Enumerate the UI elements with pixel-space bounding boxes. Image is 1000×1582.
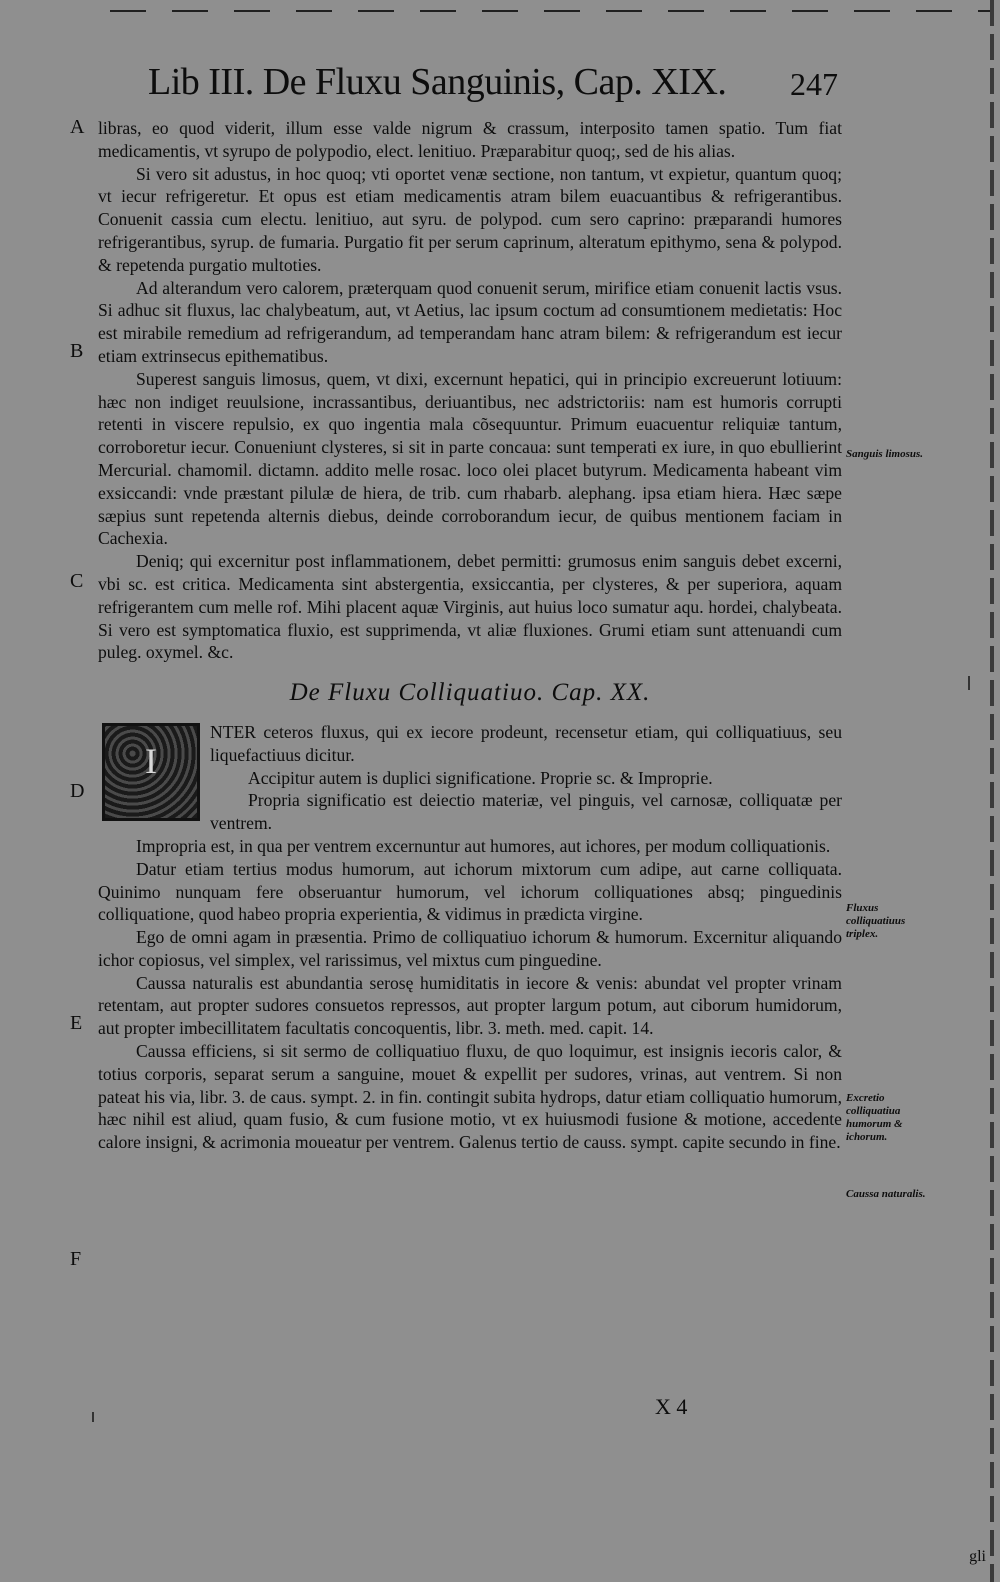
page-edge [990,0,994,1582]
paragraph: Ad alterandum vero calorem, præterquam quod conuenit serum, mirifice etiam conuenit lactis vsus. Si adhuc sit fluxus, lac chalybeatum, aut, vt Aetius, lac ipsum coctum ad consumtionem medietatis: Hoc est mirabile remedium ad refrigerandum, ad temperandam hanc atram bilem: & refrigerandum est iecur etiam extrinsecus epithematibus. [98,277,842,366]
initial-letter: I [145,740,157,781]
chapter-opening [98,721,842,835]
running-head: Lib III. De Fluxu Sanguinis, Cap. XIX. [148,61,727,103]
margin-marker-e: E [70,1012,83,1034]
page-header [148,60,838,116]
paragraph: Datur etiam tertius modus humorum, aut ichorum mixtorum cum adipe, aut carne colliquata. Quinimo nunquam fere obseruantur humorum, vel ichorum colliquationes absq; pinguedinis colliquatione, quod habeo propria experientia, & vidimus in prædicta virgine. [98,858,842,925]
paragraph: Accipitur autem is duplici significatione. Proprie sc. & Improprie. [248,767,713,788]
margin-marker-c: C [70,570,84,592]
paragraph: NTER ceteros fluxus, qui ex iecore prodeunt, recensetur etiam, qui colliquatiuus, seu liquefactiuus dicitur. [210,721,842,765]
paragraph: Propria significatio est deiectio materiæ, vel pinguis, vel carnosæ, colliquatæ per ventrem. [210,790,842,834]
side-note: Caussa naturalis. [846,1188,926,1200]
side-note: Sanguis limosus. [846,448,924,460]
paragraph: Superest sanguis limosus, quem, vt dixi, excernunt hepatici, qui in principio excreuerunt lotiuum: hæc non indiget reuulsione, incrassantibus, deriuantibus, nec adstrictoriis: nam est humoris corrupti retenti in viscere repulsio, ex quo ingentia mala cõsequuntur. Primum euacuentur reliquiæ tantum, corroboretur iecur. Conueniunt clysteres, si sit in parte concaua: sunt temperati ex iure, in quo ebullierint Mercurial. chamomil. dictamn. addito melle rosac. loco olei placet butyrum. Medicamenta habeant vim exsiccandi: vnde præstant pilulæ de hiera, de trib. cum rhabarb. alephang. ipsa etiam hiera. Hæc sæpe sæpius sunt repetenda alternis diebus, deinde corroborandum iecur, de quibus mentionem faciam in Cachexia. [98,368,842,549]
paragraph: Deniq; qui excernitur post inflammationem, debet permitti: grumosus enim sanguis debet excerni, vbi sc. est critica. Medicamenta sint abstergentia, exsiccantia, per clysteres, & per superiora, aquam refrigerantem cum melle rof. Mihi placent aquæ Virginis, aut huius loco sumatur aqu. hordei, chalybeata. Si vero est symptomatica fluxio, est supprimenda, vt aliæ fluxiones. Grumi etiam sunt attenuandi cum puleg. oxymel. &c. [98,551,842,663]
corner-mark: gli [969,1548,986,1565]
signature-mark: X 4 [655,1394,688,1419]
margin-tick [92,1412,94,1422]
page-body [98,117,842,1154]
paragraph: Caussa efficiens, si sit sermo de colliquatiuo fluxu, de quo loquimur, est insignis iecoris calor, & totius corporis, separat serum a sanguine, mouet & expellit per sudores, vrinas, aut ventrem. Si non pateat his via, libr. 3. de caus. sympt. 2. in fin. contingit subita hydrops, datur etiam colliquatio humorum, hæc nihil est aliud, quam fusio, & cum fusione motio, vt ex huiusmodi fusione & motione, accedente calore insigni, & acrimonia moueatur per ventrem. Galenus tertio de causs. sympt. capite secundo in fine. [98,1041,842,1153]
paragraph: libras, eo quod viderit, illum esse valde nigrum & crassum, interposito tamen spatio. Tum fiat medicamentis, vt syrupo de polypodio, elect. lenitiuo. Præparabitur quoq;, sed de his alias. [98,118,842,161]
decorated-initial [102,723,200,821]
paragraph: Caussa naturalis est abundantia serosę humiditatis in iecore & venis: abundat vel propter vrinam retentam, aut propter sudores consuetos repressos, aut propter largum potum, aut ciborum humidorum, aut propter imbecillitatem facultatis concoquentis, libr. 3. meth. med. capit. 14. [98,972,842,1039]
margin-marker-a: A [70,116,85,138]
paragraph: Ego de omni agam in præsentia. Primo de colliquatiuo ichorum & humorum. Excernitur aliquando ichor copiosus, vel simplex, vel rarissimus, vel mixtus cum pinguedine. [98,927,842,970]
margin-marker-b: B [70,340,84,362]
top-rule [110,10,990,12]
margin-tick [968,676,970,690]
paragraph: Si vero sit adustus, in hoc quoq; vti oportet venæ sectione, non tantum, vt expietur, quantum quoq; vt iecur refrigeretur. Et opus est etiam medicamentis atram bilem euacuantibus & refrigerantibus. Conuenit cassia cum electu. lenitiuo, aut syru. de polypod. cum sero caprino: præparandi humores refrigerantibus, syrup. de fumaria. Purgatio fit per serum caprinum, alteratum epithymo, sena & polypod. & repetenda purgatio multoties. [98,163,842,275]
chapter-title: De Fluxu Colliquatiuo. Cap. XX. [289,679,651,707]
margin-marker-f: F [70,1248,82,1270]
paragraph: Impropria est, in qua per ventrem excernuntur aut humores, aut ichores, per modum colliquationis. [136,835,831,856]
side-note: Excretio colliquatiua humorum & ichorum. [846,1092,903,1143]
margin-marker-d: D [70,780,85,802]
folio-number: 247 [790,66,838,102]
side-note: Fluxus colliquatiuus triplex. [846,902,906,940]
